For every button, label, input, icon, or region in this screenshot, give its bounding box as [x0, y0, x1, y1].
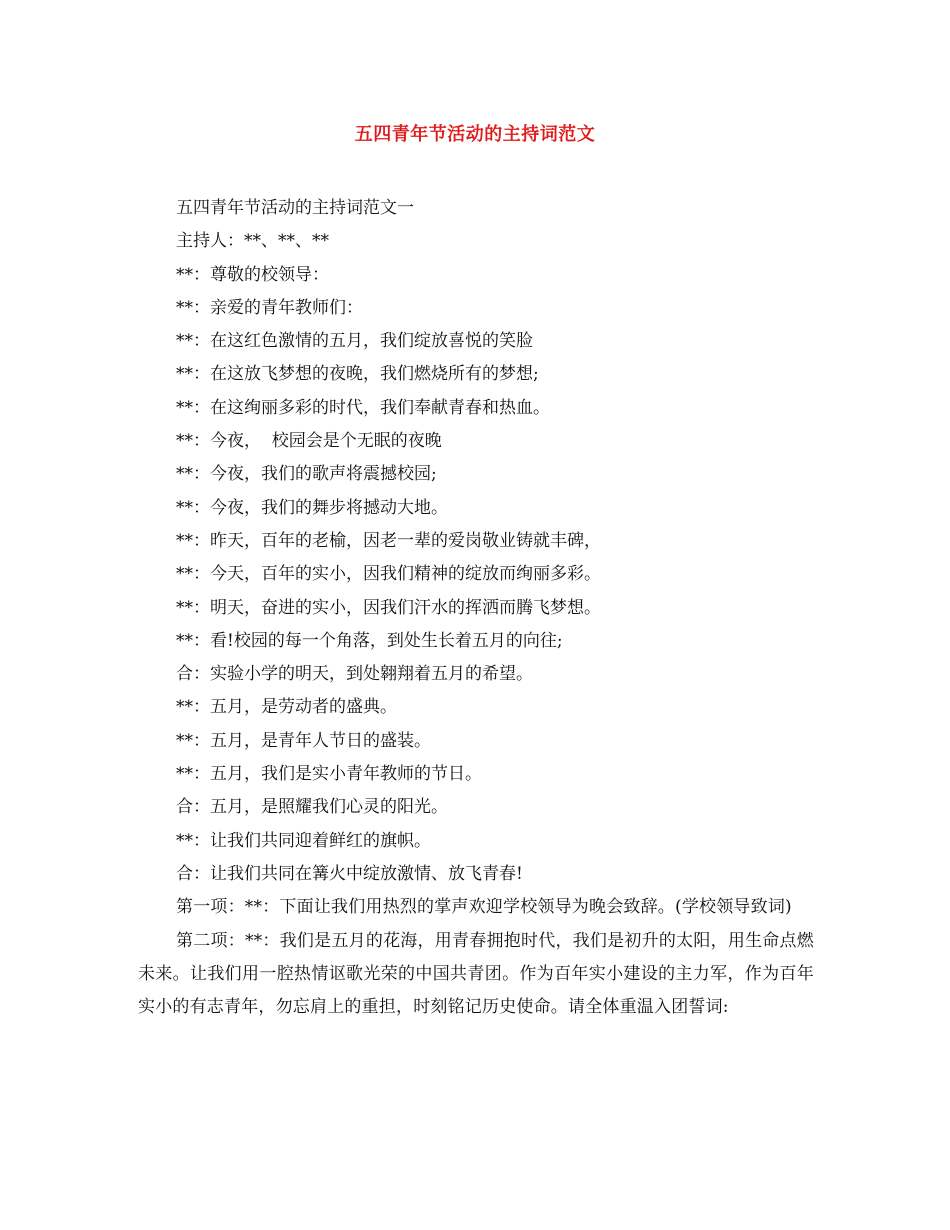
text-line: 主持人：**、**、**: [176, 231, 329, 252]
text-line: **：亲爱的青年教师们：: [176, 297, 363, 318]
document-body: [138, 192, 814, 1024]
text-line: 五四青年节活动的主持词范文一: [176, 198, 414, 218]
text-line: **：五月，是劳动者的盛典。: [176, 697, 397, 718]
text-line: **：看!校园的每一个角落，到处生长着五月的向往;: [176, 630, 563, 651]
text-line: **：今夜，我们的舞步将撼动大地。: [176, 497, 448, 518]
text-line: **：昨天，百年的老榆，因老一辈的爱岗敬业铸就丰碑，: [176, 530, 601, 551]
text-line: **：在这放飞梦想的夜晚，我们燃烧所有的梦想;: [176, 364, 539, 385]
text-line: **：在这红色激情的五月，我们绽放喜悦的笑脸: [176, 331, 533, 352]
text-line: **：尊敬的校领导：: [176, 264, 329, 285]
text-line: **：在这绚丽多彩的时代，我们奉献青春和热血。: [176, 397, 550, 418]
text-line: **：明天，奋进的实小，因我们汗水的挥洒而腾飞梦想。: [176, 597, 601, 618]
text-line: **：今夜， 校园会是个无眠的夜晚: [176, 431, 442, 452]
text-line: **：今天，百年的实小，因我们精神的绽放而绚丽多彩。: [176, 564, 601, 585]
paragraph: 第一项：**：下面让我们用热烈的掌声欢迎学校领导为晚会致辞。(学校领导致词): [176, 897, 792, 918]
text-line: 合：五月，是照耀我们心灵的阳光。: [176, 797, 448, 818]
text-line: **：五月，是青年人节日的盛装。: [176, 730, 431, 751]
text-line: **：五月，我们是实小青年教师的节日。: [176, 764, 482, 785]
text-line: 合：实验小学的明天，到处翱翔着五月的希望。: [176, 664, 533, 685]
text-line: **：今夜，我们的歌声将震撼校园;: [176, 464, 437, 485]
text-line: 合：让我们共同在篝火中绽放激情、放飞青春!: [176, 863, 523, 884]
paragraph: 第二项：**：我们是五月的花海，用青春拥抱时代，我们是初升的太阳，用生命点燃未来。让我们用一腔热情讴歌光荣的中国共青团。作为百年实小建设的主力军，作为百年实小的有志青年，勿忘肩上的重担，时刻铭记历史使命。请全体重温入团誓词:: [138, 930, 814, 1018]
text-line: **：让我们共同迎着鲜红的旗帜。: [176, 830, 431, 851]
document-title: 五四青年节活动的主持词范文: [354, 124, 596, 145]
